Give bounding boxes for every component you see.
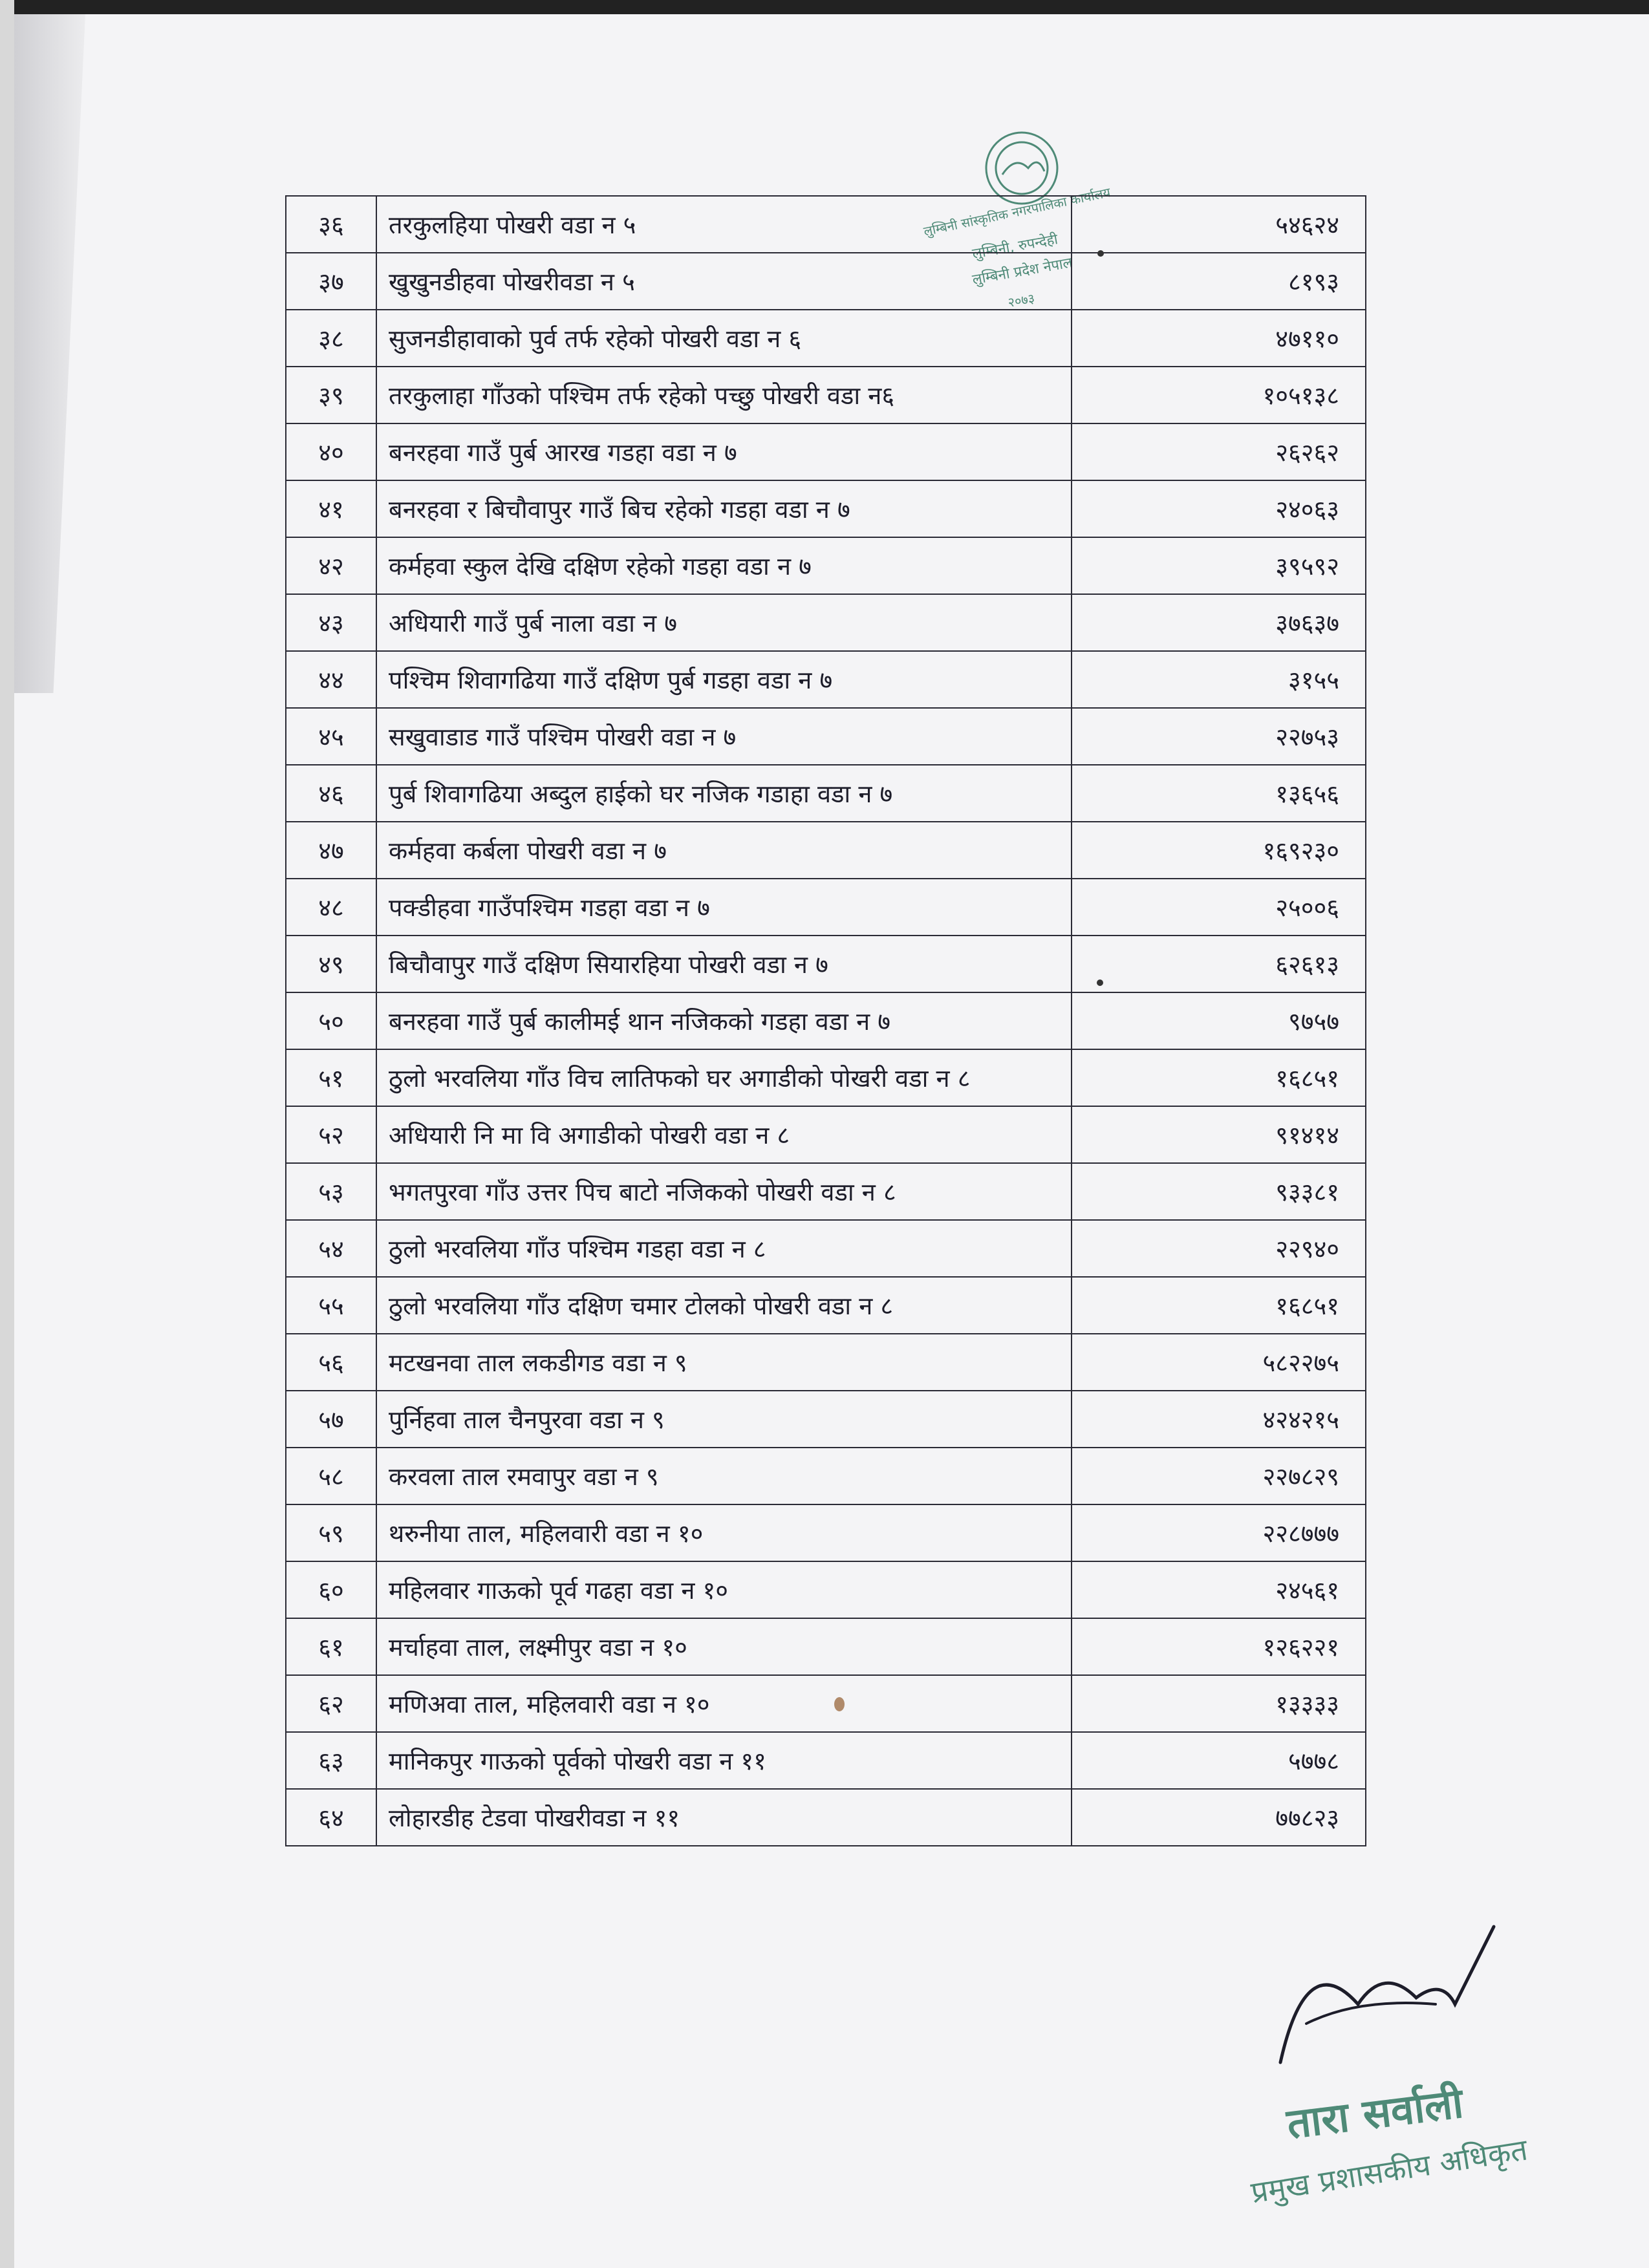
table-row bbox=[286, 537, 1366, 594]
table-row bbox=[286, 196, 1366, 253]
row-amount: १२६२२१ bbox=[1072, 1618, 1366, 1675]
row-serial-number: ४० bbox=[286, 423, 376, 480]
row-amount: १६८५१ bbox=[1072, 1049, 1366, 1106]
table-row bbox=[286, 1163, 1366, 1220]
row-amount: २२९४० bbox=[1072, 1220, 1366, 1277]
row-serial-number: ४८ bbox=[286, 879, 376, 936]
row-serial-number: ६२ bbox=[286, 1675, 376, 1732]
row-serial-number: ४६ bbox=[286, 765, 376, 822]
row-serial-number: ६१ bbox=[286, 1618, 376, 1675]
table-row bbox=[286, 1618, 1366, 1675]
row-description: तरकुलाहा गाँउको पश्चिम तर्फ रहेको पच्छु पोखरी वडा न६ bbox=[376, 367, 1072, 423]
row-serial-number: ४७ bbox=[286, 822, 376, 879]
row-serial-number: ४३ bbox=[286, 594, 376, 651]
row-amount: २२७५३ bbox=[1072, 708, 1366, 765]
stamp-line-4: २०७३ bbox=[1006, 290, 1036, 310]
row-description: अधियारी गाउँ पुर्ब नाला वडा न ७ bbox=[376, 594, 1072, 651]
table-row bbox=[286, 765, 1366, 822]
row-serial-number: ५४ bbox=[286, 1220, 376, 1277]
table-row bbox=[286, 423, 1366, 480]
scan-left-edge bbox=[0, 0, 14, 2268]
row-serial-number: ५५ bbox=[286, 1277, 376, 1334]
row-amount: २४०६३ bbox=[1072, 480, 1366, 537]
row-amount: ४७११० bbox=[1072, 310, 1366, 367]
row-serial-number: ५७ bbox=[286, 1391, 376, 1448]
row-amount: १६९२३० bbox=[1072, 822, 1366, 879]
row-description: ठुलो भरवलिया गाँउ विच लातिफको घर अगाडीको पोखरी वडा न ८ bbox=[376, 1049, 1072, 1106]
row-amount: २६२६२ bbox=[1072, 423, 1366, 480]
table-row bbox=[286, 1732, 1366, 1789]
row-serial-number: ५१ bbox=[286, 1049, 376, 1106]
row-amount: ३९५९२ bbox=[1072, 537, 1366, 594]
table-row bbox=[286, 1675, 1366, 1732]
signatory-name: तारा सर्वाली bbox=[1284, 2079, 1466, 2149]
row-serial-number: ६४ bbox=[286, 1789, 376, 1846]
table-row bbox=[286, 253, 1366, 310]
scan-top-edge bbox=[0, 0, 1649, 14]
row-description: कर्महवा स्कुल देखि दक्षिण रहेको गडहा वडा न ७ bbox=[376, 537, 1072, 594]
row-description: पुर्ब शिवागढिया अब्दुल हाईको घर नजिक गडाहा वडा न ७ bbox=[376, 765, 1072, 822]
row-serial-number: ५९ bbox=[286, 1504, 376, 1561]
row-serial-number: ३८ bbox=[286, 310, 376, 367]
row-description: तरकुलहिया पोखरी वडा न ५ bbox=[376, 196, 1072, 253]
row-description: पुर्निहवा ताल चैनपुरवा वडा न ९ bbox=[376, 1391, 1072, 1448]
table-row bbox=[286, 1448, 1366, 1504]
row-serial-number: ४४ bbox=[286, 651, 376, 708]
table-row bbox=[286, 1391, 1366, 1448]
row-description: मानिकपुर गाऊको पूर्वको पोखरी वडा न ११ bbox=[376, 1732, 1072, 1789]
table-row bbox=[286, 651, 1366, 708]
row-amount: ५४६२४ bbox=[1072, 196, 1366, 253]
table-row bbox=[286, 822, 1366, 879]
row-description: बनरहवा गाउँ पुर्ब कालीमई थान नजिकको गडहा वडा न ७ bbox=[376, 992, 1072, 1049]
row-serial-number: ३९ bbox=[286, 367, 376, 423]
table-row bbox=[286, 594, 1366, 651]
row-serial-number: ४१ bbox=[286, 480, 376, 537]
ink-dot bbox=[1097, 979, 1103, 986]
row-amount: ८१९३ bbox=[1072, 253, 1366, 310]
table-row bbox=[286, 936, 1366, 992]
signatory-title: प्रमुख प्रशासकीय अधिकृत bbox=[1248, 2132, 1530, 2210]
row-amount: २२८७७७ bbox=[1072, 1504, 1366, 1561]
row-serial-number: ४२ bbox=[286, 537, 376, 594]
row-amount: २२७८२९ bbox=[1072, 1448, 1366, 1504]
stamp-line-3: लुम्बिनी प्रदेश नेपाल bbox=[971, 255, 1074, 288]
row-amount: ९१४१४ bbox=[1072, 1106, 1366, 1163]
row-description: ठुलो भरवलिया गाँउ दक्षिण चमार टोलको पोखरी वडा न ८ bbox=[376, 1277, 1072, 1334]
row-amount: ५७७८ bbox=[1072, 1732, 1366, 1789]
row-description: लोहारडीह टेडवा पोखरीवडा न ११ bbox=[376, 1789, 1072, 1846]
row-description: महिलवार गाऊको पूर्व गढहा वडा न १० bbox=[376, 1561, 1072, 1618]
table-row bbox=[286, 1789, 1366, 1846]
row-serial-number: ४५ bbox=[286, 708, 376, 765]
stamp-line-2: लुम्बिनी, रुपन्देही bbox=[971, 231, 1059, 262]
row-description: अधियारी नि मा वि अगाडीको पोखरी वडा न ८ bbox=[376, 1106, 1072, 1163]
row-serial-number: ४९ bbox=[286, 936, 376, 992]
table-row bbox=[286, 1504, 1366, 1561]
row-description: मटखनवा ताल लकडीगड वडा न ९ bbox=[376, 1334, 1072, 1391]
row-serial-number: ५० bbox=[286, 992, 376, 1049]
table-row bbox=[286, 1220, 1366, 1277]
page-fold-shadow bbox=[14, 14, 85, 693]
table-row bbox=[286, 879, 1366, 936]
row-description: खुखुनडीहवा पोखरीवडा न ५ bbox=[376, 253, 1072, 310]
row-description: ठुलो भरवलिया गाँउ पश्चिम गडहा वडा न ८ bbox=[376, 1220, 1072, 1277]
row-amount: ६२६१३ bbox=[1072, 936, 1366, 992]
table-row bbox=[286, 310, 1366, 367]
row-amount: १३३३३ bbox=[1072, 1675, 1366, 1732]
table-row bbox=[286, 1049, 1366, 1106]
row-description: कर्महवा कर्बला पोखरी वडा न ७ bbox=[376, 822, 1072, 879]
row-description: करवला ताल रमवापुर वडा न ९ bbox=[376, 1448, 1072, 1504]
row-amount: २५००६ bbox=[1072, 879, 1366, 936]
row-description: पश्चिम शिवागढिया गाउँ दक्षिण पुर्ब गडहा वडा न ७ bbox=[376, 651, 1072, 708]
table-row bbox=[286, 480, 1366, 537]
row-amount: ३१५५ bbox=[1072, 651, 1366, 708]
row-description: मर्चाहवा ताल, लक्ष्मीपुर वडा न १० bbox=[376, 1618, 1072, 1675]
pond-list-table bbox=[285, 195, 1366, 1846]
row-description: पक्डीहवा गाउँपश्चिम गडहा वडा न ७ bbox=[376, 879, 1072, 936]
row-serial-number: ३७ bbox=[286, 253, 376, 310]
row-amount: ३७६३७ bbox=[1072, 594, 1366, 651]
row-serial-number: ३६ bbox=[286, 196, 376, 253]
row-serial-number: ५६ bbox=[286, 1334, 376, 1391]
row-amount: २४५६१ bbox=[1072, 1561, 1366, 1618]
row-description: बनरहवा गाउँ पुर्ब आरख गडहा वडा न ७ bbox=[376, 423, 1072, 480]
table-row bbox=[286, 708, 1366, 765]
row-description: भगतपुरवा गाँउ उत्तर पिच बाटो नजिकको पोखरी वडा न ८ bbox=[376, 1163, 1072, 1220]
row-amount: १३६५६ bbox=[1072, 765, 1366, 822]
table-row bbox=[286, 1334, 1366, 1391]
row-amount: ९३३८१ bbox=[1072, 1163, 1366, 1220]
row-description: बनरहवा र बिचौवापुर गाउँ बिच रहेको गडहा वडा न ७ bbox=[376, 480, 1072, 537]
row-description: सखुवाडाड गाउँ पश्चिम पोखरी वडा न ७ bbox=[376, 708, 1072, 765]
table-row bbox=[286, 367, 1366, 423]
row-serial-number: ६३ bbox=[286, 1732, 376, 1789]
row-amount: १६८५१ bbox=[1072, 1277, 1366, 1334]
row-amount: ५८२२७५ bbox=[1072, 1334, 1366, 1391]
row-serial-number: ५३ bbox=[286, 1163, 376, 1220]
ink-dot bbox=[834, 1697, 845, 1711]
row-serial-number: ५२ bbox=[286, 1106, 376, 1163]
stamp-line-1: लुम्बिनी सांस्कृतिक नगरपालिका कार्यालय bbox=[922, 184, 1112, 239]
row-amount: ९७५७ bbox=[1072, 992, 1366, 1049]
row-description: थरुनीया ताल, महिलवारी वडा न १० bbox=[376, 1504, 1072, 1561]
ink-dot bbox=[1097, 250, 1104, 257]
row-description: मणिअवा ताल, महिलवारी वडा न १० bbox=[376, 1675, 1072, 1732]
table-row bbox=[286, 992, 1366, 1049]
row-amount: ७७८२३ bbox=[1072, 1789, 1366, 1846]
row-description: बिचौवापुर गाउँ दक्षिण सियारहिया पोखरी वडा न ७ bbox=[376, 936, 1072, 992]
table-row bbox=[286, 1561, 1366, 1618]
row-description: सुजनडीहावाको पुर्व तर्फ रहेको पोखरी वडा न ६ bbox=[376, 310, 1072, 367]
row-serial-number: ५८ bbox=[286, 1448, 376, 1504]
row-serial-number: ६० bbox=[286, 1561, 376, 1618]
table-row bbox=[286, 1106, 1366, 1163]
table-row bbox=[286, 1277, 1366, 1334]
row-amount: १०५१३८ bbox=[1072, 367, 1366, 423]
row-amount: ४२४२१५ bbox=[1072, 1391, 1366, 1448]
